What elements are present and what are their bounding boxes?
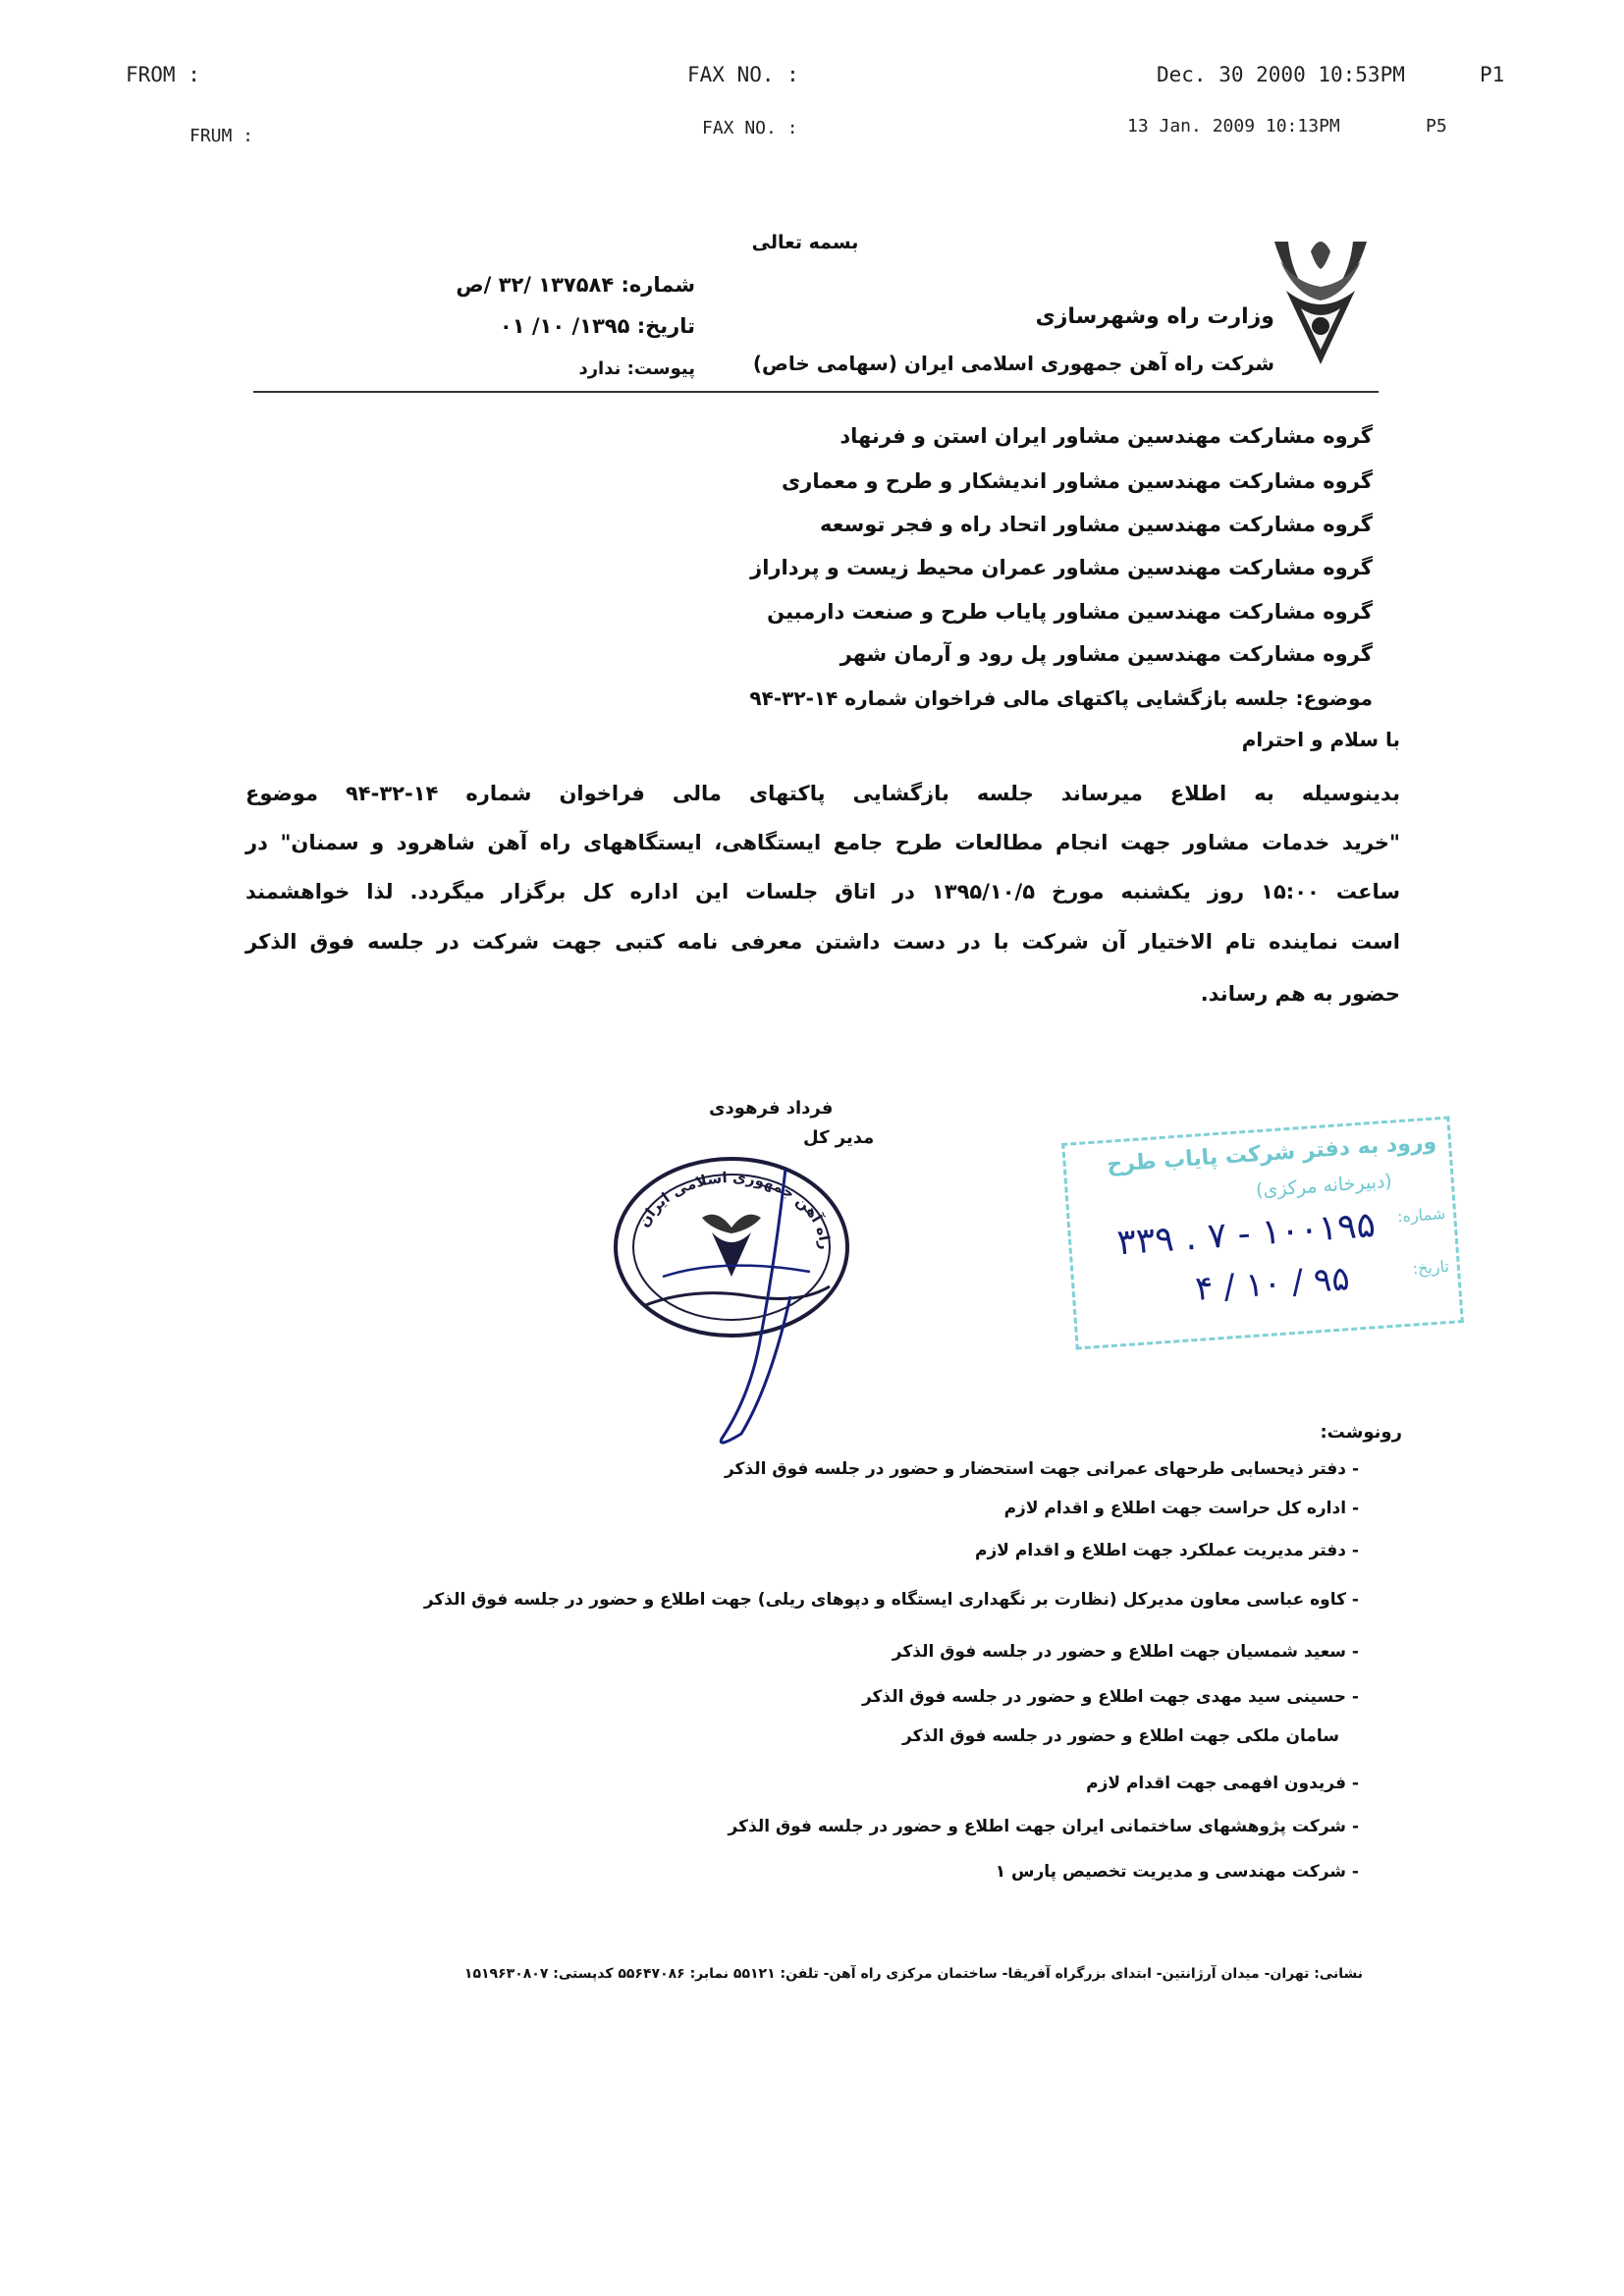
cc-item: - شرکت مهندسی و مدیریت تخصیص پارس ۱ [995,1862,1359,1882]
cc-item: - دفتر ذیحسابی طرحهای عمرانی جهت استحضار و حضور در جلسه فوق الذکر [724,1459,1359,1479]
stamp-title: ورود به دفتر شرکت پایاب طرح [1106,1129,1437,1177]
fax-number-label: FAX NO. : [687,63,799,86]
stamp-date-label: تاریخ: [1412,1256,1450,1279]
cc-item: - اداره کل حراست جهت اطلاع و اقدام لازم [1003,1499,1359,1518]
invocation: بسمه تعالی [751,232,859,253]
header-divider [253,391,1379,393]
svg-text:راه آهن جمهوری اسلامی ایران [634,1169,834,1250]
letter-number: شماره: ۱۳۷۵۸۴ /۳۲ /ص [456,273,695,297]
cc-item: - فریدون افهمی جهت اقدام لازم [1086,1774,1359,1793]
official-seal-and-signature [604,1139,859,1463]
stamp-date-handwritten: ۹۵ / ۱۰ / ۴ [1193,1258,1351,1309]
seal-text: راه آهن جمهوری اسلامی ایران [634,1168,835,1250]
recipient-item: گروه مشارکت مهندسین مشاور اتحاد راه و فجر توسعه [820,513,1373,536]
fax-number-label: FAX NO. : [702,118,798,138]
recipient-item: گروه مشارکت مهندسین مشاور پایاب طرح و صنعت دارمبین [767,600,1373,624]
body-line: بدینوسیله به اطلاع میرساند جلسه بازگشایی پاکتهای مالی فراخوان شماره ۱۴-۳۲-۹۴ موضوع [245,782,1400,805]
body-line: است نماینده تام الاختیار آن شرکت با در دست داشتن معرفی نامه کتبی جهت شرکت در جلسه فوق الذکر [245,930,1400,954]
fax-datetime: Dec. 30 2000 10:53PM [1157,63,1405,86]
cc-item: سامان ملکی جهت اطلاع و حضور در جلسه فوق الذکر [902,1726,1339,1746]
railway-logo-icon [1267,222,1375,369]
fax-page: P1 [1480,63,1505,86]
signatory-title: مدیر کل [803,1127,875,1148]
fax-from-label: FROM : [126,63,200,86]
body-line: ساعت ۱۵:۰۰ روز یکشنبه مورخ ۱۳۹۵/۱۰/۵ در اتاق جلسات این اداره کل برگزار میگردد. لذا خواهشمند [245,880,1400,903]
letter-attachment: پیوست: ندارد [578,358,695,379]
cc-item: - شرکت پژوهشهای ساختمانی ایران جهت اطلاع و حضور در جلسه فوق الذکر [728,1817,1359,1836]
ministry-name: وزارت راه وشهرسازی [1035,304,1274,329]
cc-label: رونوشت: [1320,1422,1402,1443]
recipient-item: گروه مشارکت مهندسین مشاور عمران محیط زیست و پرداراز [750,556,1373,579]
fax-datetime: 13 Jan. 2009 10:13PM [1127,116,1340,137]
stamp-number-label: شماره: [1396,1203,1446,1227]
recipient-item: گروه مشارکت مهندسین مشاور پل رود و آرمان شهر [839,642,1373,666]
body-line: "خرید خدمات مشاور جهت انجام مطالعات طرح جامع ایستگاهی، ایستگاههای راه آهن شاهرود و سمنان" در [245,831,1400,854]
letter-subject: موضوع: جلسه بازگشایی پاکتهای مالی فراخوان شماره ۱۴-۳۲-۹۴ [749,686,1373,710]
fax-from-label: FRUM : [189,126,254,146]
receipt-stamp [1061,1116,1464,1349]
stamp-subtitle: (دبیرخانه مرکزی) [1255,1170,1393,1202]
footer-address: نشانی: تهران- میدان آرژانتین- ابتدای بزرگراه آفریقا- ساختمان مرکزی راه آهن- تلفن: ۵۵۱۲۱ نمابر: ۵۵۶۴۷۰۸۶ کدپستی: ۱۵۱۹۶۳۰۸۰۷ [463,1966,1363,1982]
stamp-number-handwritten: ۱۰۰۱۹۵ - ۷ . ۳۳۹ [1115,1205,1378,1264]
recipient-item: گروه مشارکت مهندسین مشاور ایران استن و فرنهاد [839,424,1373,448]
cc-item: - کاوه عباسی معاون مدیرکل (نظارت بر نگهداری ایستگاه و دپوهای ریلی) جهت اطلاع و حضور در جلسه فوق الذکر [423,1590,1359,1610]
greeting: با سلام و احترام [1241,728,1400,751]
recipient-item: گروه مشارکت مهندسین مشاور اندیشکار و طرح و معماری [782,469,1373,493]
fax-page: P5 [1426,116,1447,137]
company-name: شرکت راه آهن جمهوری اسلامی ایران (سهامی خاص) [752,352,1274,375]
cc-item: - حسینی سید مهدی جهت اطلاع و حضور در جلسه فوق الذکر [861,1687,1359,1707]
letter-date: تاریخ: ۱۳۹۵/ ۱۰/ ۰۱ [499,314,695,338]
signatory-name: فرداد فرهودی [709,1098,834,1119]
cc-item: - دفتر مدیریت عملکرد جهت اطلاع و اقدام لازم [975,1541,1359,1560]
body-line: حضور به هم رساند. [1200,982,1400,1006]
cc-item: - سعید شمسیان جهت اطلاع و حضور در جلسه فوق الذکر [892,1642,1359,1662]
